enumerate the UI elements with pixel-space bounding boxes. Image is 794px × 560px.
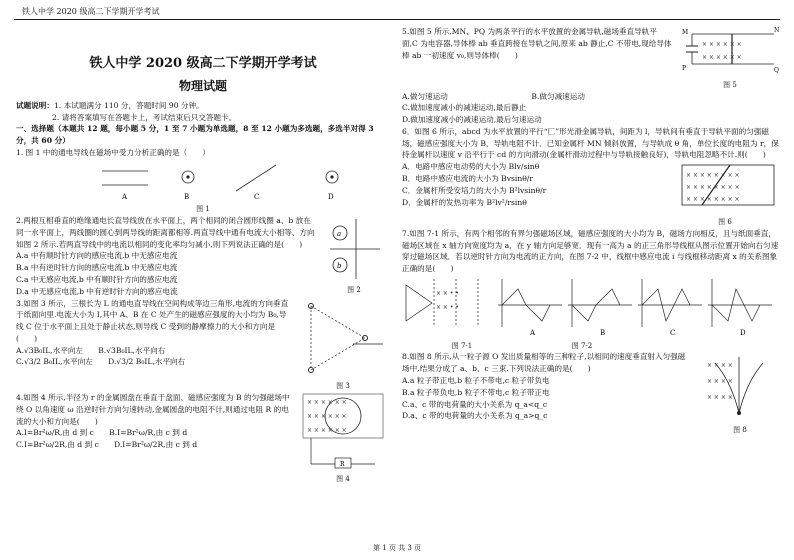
q4-options-row2 [16,439,292,451]
exam-subtitle: 物理试题 [178,79,227,94]
q4-option-a[interactable]: A.I=Br²ω/R,由 d 到 c [16,428,94,438]
q2-option-d[interactable]: D.a 中无感应电流,b 中有逆时针方向的感应电流 [16,286,178,296]
fig7-graph-c: C [670,328,676,337]
fig1-label-c: C [254,192,260,201]
q8-option-d[interactable]: D.a、c 带的电荷量的大小关系为 q_a>q_c [402,411,548,421]
svg-text:× × × × × ×: × × × × × × [702,41,742,48]
q4-option-d[interactable]: D.I=Br²ω/2R,由 c 到 d [114,440,198,450]
figure-1-caption: 图 1 [196,205,210,214]
figure-8-caption: 图 8 [733,426,747,435]
q3-option-d[interactable]: D.√3/2 B₀IL,水平向右 [108,357,186,367]
q2-content [16,215,316,297]
figure-4-drawing [301,392,385,470]
q4-content [16,392,292,485]
q5-option-c[interactable]: C.做加速度减小的减速运动,最后静止 [402,103,527,113]
svg-text:× × × × × × × ×: × × × × × × × × [686,196,740,204]
svg-text:× × × × × ×: × × × × × × [702,54,742,61]
figure-5 [680,26,780,91]
q4-option-b[interactable]: B.I=Br²ω/R,由 c 到 d [109,428,188,438]
q2-block [16,215,390,297]
q3-option-c[interactable]: C.√3/2 B₀IL,水平向左 [16,357,93,367]
q1-text: 1. 图 1 中的通电导线在磁场中受力分析正确的是（ ） [16,147,210,157]
figure-3 [300,298,386,393]
q4-option-c[interactable]: C.I=Br²ω/2R,由 d 到 c [16,440,99,450]
svg-text:× × × ×: × × × × [707,378,733,386]
q8-option-a[interactable]: A.a 粒子带正电,b 粒子不带电,c 粒子带负电 [402,376,550,386]
page-footer: 第 1 页 共 3 页 [372,544,422,552]
q5-block [402,26,780,91]
instructions-line1 [16,100,390,112]
svg-text:× × × × × ×: × × × × × × [307,413,347,421]
figure-3-caption: 图 3 [336,382,350,391]
q3-text: 3.如图 3 所示，三根长为 L 的通电直导线在空间构成等边三角形,电流的方向垂直于纸面向里.电流大小为 I,其中 A、B 在 C 处产生的磁感应强度的大小均为 B₀,导线 C 位于水平面上且处于静止状态,则导线 C 受到的静摩擦力的大小和方向是( ) [16,298,289,343]
svg-text:× × × ×: × × × × [707,362,733,370]
instructions-line2: 2. 请将答案填写在答题卡上，考试结束后只交答题卡。 [52,112,237,122]
q5-option-b[interactable]: B.做匀减速运动 [531,91,585,101]
svg-text:b: b [337,262,342,271]
q6-option-a[interactable]: A．电路中感应电动势的大小为 Blv/sinθ [402,162,540,172]
figure-2-drawing [326,215,382,281]
q5-options-row1 [402,91,780,103]
q7-text: 7.如图 7-1 所示，有两个相邻的有界匀强磁场区域，磁感应强度的大小均为 B，磁场方向相反，且与纸面垂直，磁场区域在 x 轴方向宽度均为 a，在 y 轴方向足够宽．现有一高为 a 的正三角形导线框从图示位置开始向右匀速穿过磁场区域．若以逆时针方向为电流的正方向，在图 7-2 中，线框中感应电流 i 与线框移动距离 x 的关系图象正确的是( ) [402,228,779,274]
fig5-label-p: P [682,65,687,72]
fig5-label-q: Q [774,67,779,74]
fig5-label-m: M [682,29,689,36]
q3-option-a[interactable]: A.√3B₀IL,水平向左 [16,345,84,355]
fig7-graph-b: B [600,328,606,337]
svg-text:× × • •: × × • • [436,303,459,311]
left-column [16,26,390,485]
figure-2 [324,215,384,297]
figure-4 [300,392,386,485]
svg-text:× × × × × ×: × × × × × × [307,399,347,407]
q6-options [402,161,662,228]
svg-text:R: R [340,461,345,469]
q4-options-row1 [16,427,292,439]
instructions-text1: 1. 本试题满分 110 分，答题时间 90 分钟。 [53,100,204,110]
q8-option-c[interactable]: C.a、c 带的电荷量的大小关系为 q_a<q_c [402,399,548,409]
figure-3-drawing [301,298,385,378]
section-heading: 一、选择题（本题共 12 题，每小题 5 分，1 至 7 小题为单选题，8 至 12 小题为多选题，多选半对得 3 分，共 60 分） [16,124,374,146]
figure-7-1-caption: 图 7-1 [451,341,473,350]
q3-content [16,298,292,393]
svg-text:× × × × × ×: × × × × × × [307,427,347,435]
figure-4-caption: 图 4 [336,474,350,483]
q4-block [16,392,390,485]
q3-options-row1 [16,345,292,357]
q3-option-b[interactable]: B.√3B₀IL,水平向右 [98,345,166,355]
header-divider [14,19,780,20]
figure-7-captions [402,341,642,352]
svg-text:a: a [337,230,342,239]
svg-text:× × • •: × × • • [436,289,459,297]
q2-option-a[interactable]: A.a 中有顺时针方向的感应电流,b 中无感应电流 [16,251,178,261]
page-header: 铁人中学 2020 级高二下学期开学考试 [22,7,160,16]
svg-text:× × × ×: × × × × [707,394,733,402]
figure-7-2-caption: 图 7-2 [571,341,593,350]
figure-2-caption: 图 2 [347,285,361,294]
svg-text:× × × × × × × ×: × × × × × × × × [686,184,740,192]
figure-1 [96,159,356,201]
q6-block [402,161,780,228]
fig7-graph-d: D [740,328,746,337]
q2-option-b[interactable]: B.a 中有逆时针方向的感应电流,b 中无感应电流 [16,263,178,273]
figure-6-caption: 图 6 [718,217,732,226]
q8-option-b[interactable]: B.a 粒子带负电,b 粒子不带电,c 粒子带正电 [402,387,550,397]
instructions-label: 试题说明： [16,100,54,110]
q8-block [402,351,780,436]
fig1-label-a: A [122,192,128,201]
q2-text: 2.两根互相垂直的绝缘通电长直导线放在水平面上，两个相同的闭合圆形线圈 a、b 放在同一水平面上，两线圈的圆心到两导线的距离都相等.两直导线中通有电流大小相等、方向如图 2 所示.若两直导线中的电流以相同的变化率均匀减小,则下列说法正确的是( ) [16,216,315,249]
figure-8-drawing [701,351,779,421]
figure-5-drawing [680,26,780,76]
q2-option-c[interactable]: C.a 中无感应电流,b 中有顺时针方向的感应电流 [16,275,178,284]
figure-7 [402,275,778,337]
q6-option-b[interactable]: B．电路中感应电流的大小为 Bvsinθ/r [402,173,533,183]
q6-text: 6．如图 6 所示，abcd 为水平放置的平行“匚”形光滑金属导轨，间距为 l，导轨间有垂直于导轨平面的匀强磁场，磁感应强度大小为 B，导轨电阻不计．已知金属杆 MN 倾斜放置，与导轨成 θ 角，单位长度的电阻为 r，保持金属杆以速度 v 沿平行于 cd 的方向滑动(金属杆滑动过程中与导轨接触良好)，导轨电阻忽略不计.则( ) [402,126,779,160]
figure-5-caption: 图 5 [723,80,737,89]
q3-options-row2 [16,356,292,368]
q6-option-c[interactable]: C．金属杆所受安培力的大小为 B²lvsinθ/r [402,185,547,195]
right-column [402,26,780,436]
fig1-label-d: D [328,192,334,201]
figure-8 [700,351,780,436]
q3-block [16,298,390,393]
q5-text: 5.如图 5 所示,MN、PQ 为两条平行的水平放置的金属导轨,磁场垂直导轨平面,C 为电容器,导体棒 ab 垂直跨接在导轨之间,原来 ab 静止,C 不带电,现给导体棒 ab 一初速度 v₀,则导体棒( ) [402,27,672,60]
q5-content [402,26,672,91]
q8-text: 8.如图 8 所示,从一粒子源 O 发出质量相等的三种粒子,以相同的速度垂直射入匀强磁场中,结果分成了 a、b、c 三束.下列说法正确的是( ) [402,352,686,374]
q6-option-d[interactable]: D．金属杆的发热功率为 B²lv²/rsinθ [402,197,527,207]
figure-6-drawing [672,161,778,213]
fig1-label-b: B [184,192,190,201]
svg-text:× × × × × × × ×: × × × × × × × × [686,172,740,180]
q4-text: 4.如图 4 所示,半径为 r 的金属圆盘在垂直于盘面、磁感应强度为 B 的匀强磁场中绕 O 以角速度 ω 沿逆时针方向匀速转动,金属圆盘的电阻不计,则通过电阻 R 的电流的大小和方向是( ) [16,393,290,426]
q5-option-a[interactable]: A.做匀速运动 [402,91,448,101]
q8-content [402,351,692,436]
figure-6 [670,161,780,228]
q5-option-d[interactable]: D.做加速度减小的减速运动,最后匀速运动 [402,115,542,125]
fig7-graph-a: A [530,328,536,337]
exam-title: 铁人中学 2020 级高二下学期开学考试 [89,56,317,71]
fig5-label-n: N [774,27,780,34]
